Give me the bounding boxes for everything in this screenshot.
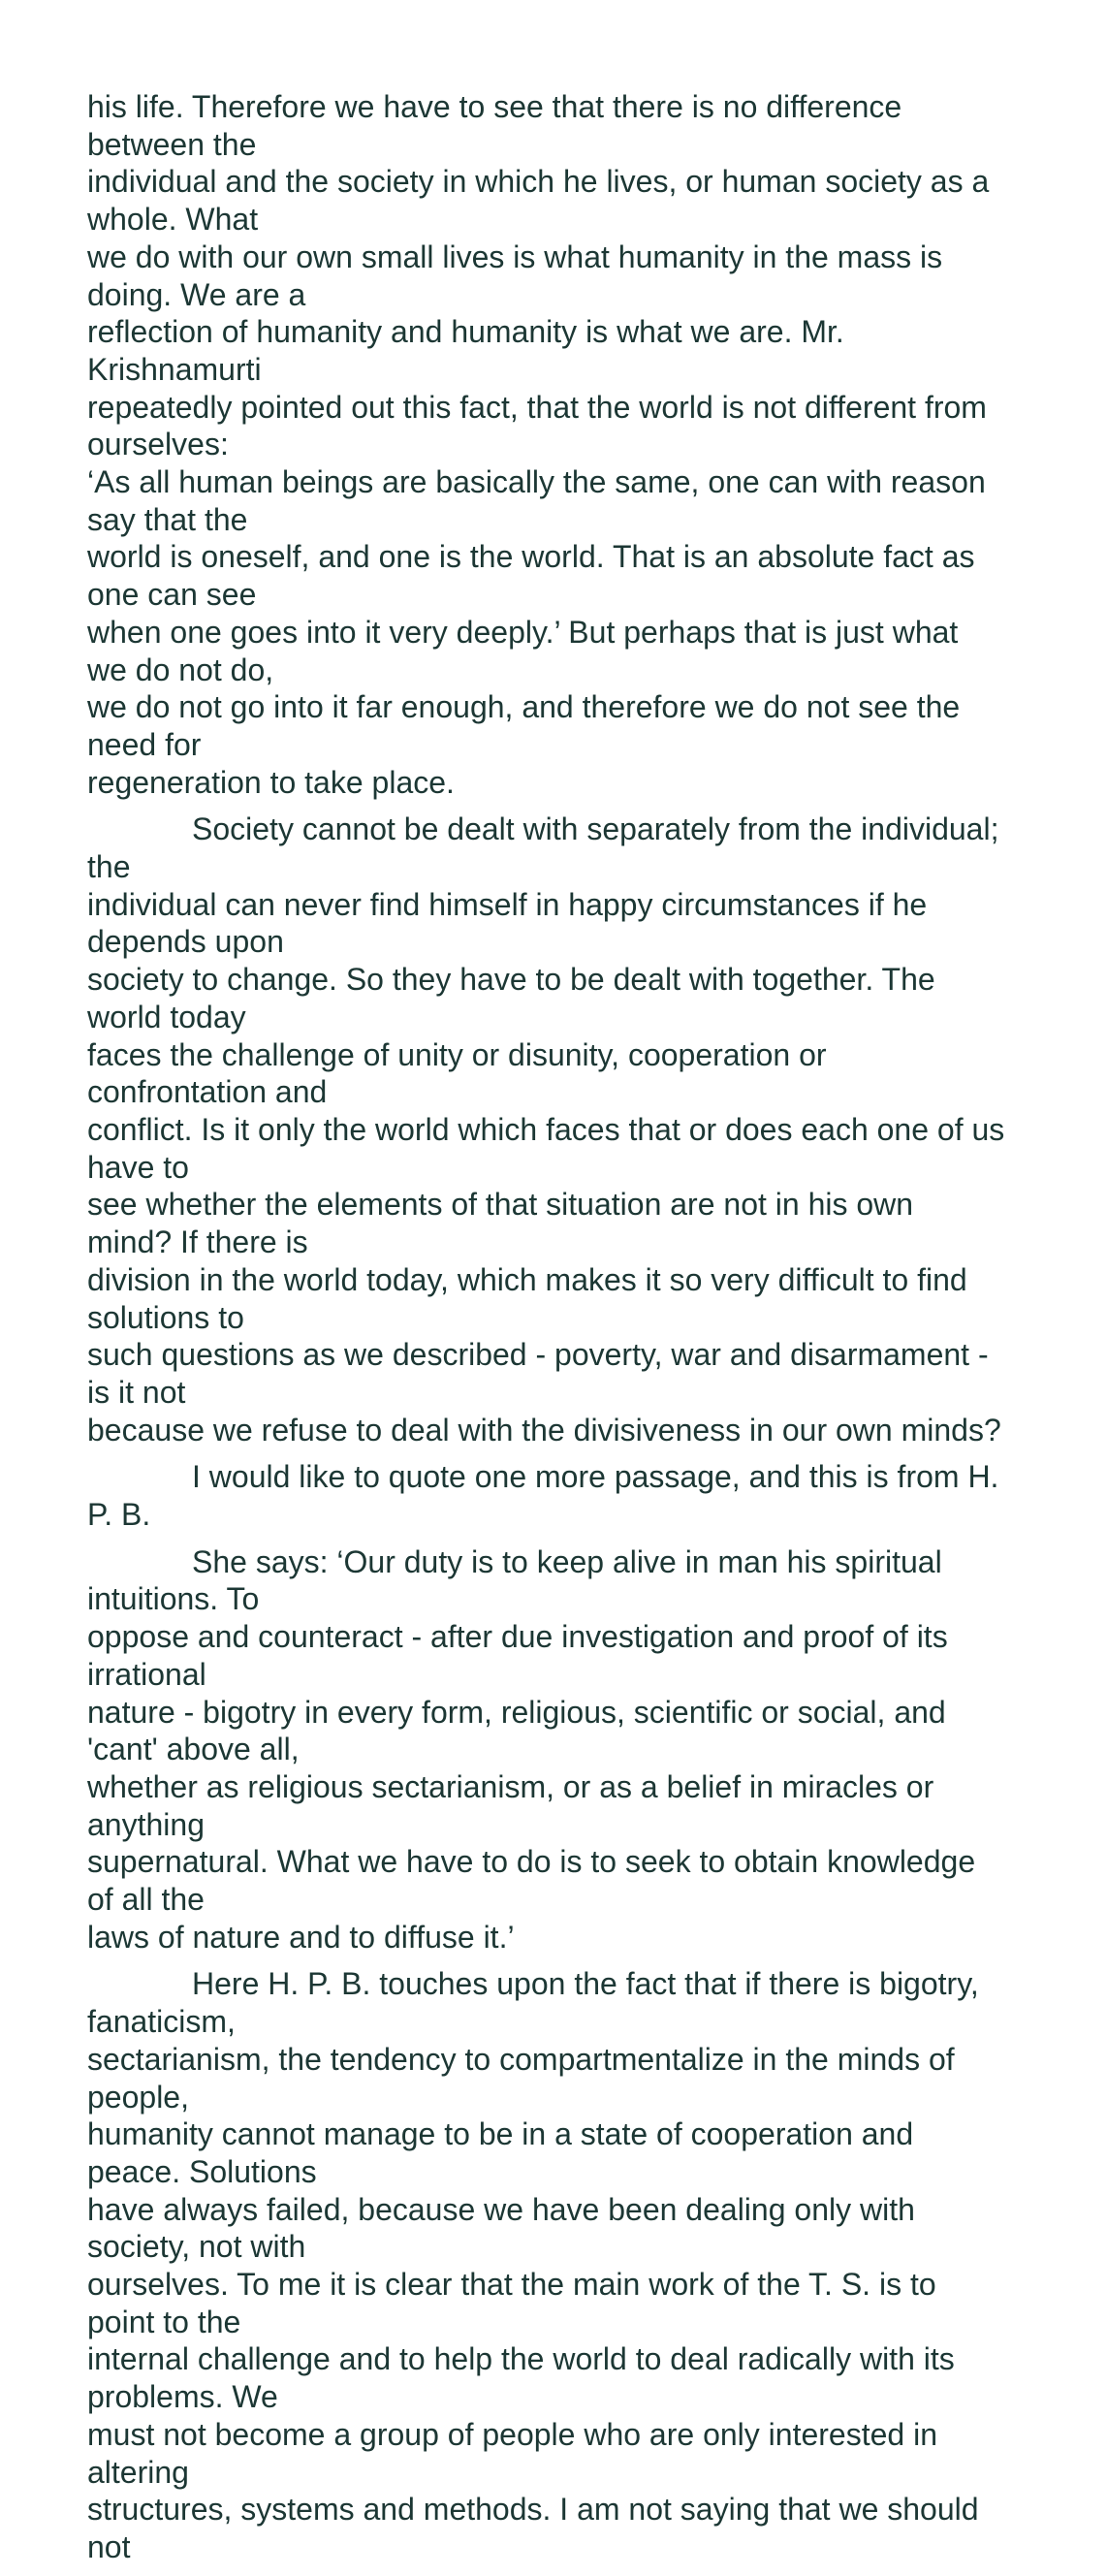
paragraph: his life. Therefore we have to see that there is no difference between the individual and the society in which he lives, or human society as a whole. What we do with our own small lives is what humanity in the mass is doing. We are a reflection of humanity and humanity is what we are. Mr. Krishnamurti repeatedly pointed out this fact, that the world is not different from ourselves: ‘As all human beings are basically the same, one can with reason say that the world is oneself, and one is the world. That is an absolute fact as one can see when one goes into it very deeply.’ But perhaps that is just what we do not do, we do not go into it far enough, and therefore we do not see the need for regeneration to take place. [87, 89, 990, 800]
paragraph: I would like to quote one more passage, and this is from H. P. B. [87, 1459, 999, 1533]
document-text [87, 88, 1006, 2576]
paragraph: Here H. P. B. touches upon the fact that if there is bigotry, fanaticism, sectarianism, the tendency to compartmentalize in the minds of people, humanity cannot manage to be in a state of cooperation and peace. Solutions have always failed, because we have been dealing only with society, not with ourselves. To me it is clear that the main work of the T. S. is to point to the internal challenge and to help the world to deal radically with its problems. We must not become a group of people who are only interested in altering structures, systems and methods. I am not saying that we should not [87, 1966, 979, 2564]
paragraph: Society cannot be dealt with separately from the individual; the individual can never find himself in happy circumstances if he depends upon society to change. So they have to be dealt with together. The world today faces the challenge of unity or disunity, cooperation or confrontation and conflict. Is it only the world which faces that or does each one of us have to see whether the elements of that situation are not in his own mind? If there is division in the world today, which makes it so very difficult to find solutions to such questions as we described - poverty, war and disarmament - is it not because we refuse to deal with the divisiveness in our own minds? [87, 811, 1005, 1447]
paragraph: She says: ‘Our duty is to keep alive in man his spiritual intuitions. To oppose and counteract - after due investigation and proof of its irrational nature - bigotry in every form, religious, scientific or social, and 'cant' above all, whether as religious sectarianism, or as a belief in miracles or anything supernatural. What we have to do is to seek to obtain knowledge of all the laws of nature and to diffuse it.’ [87, 1543, 976, 1955]
